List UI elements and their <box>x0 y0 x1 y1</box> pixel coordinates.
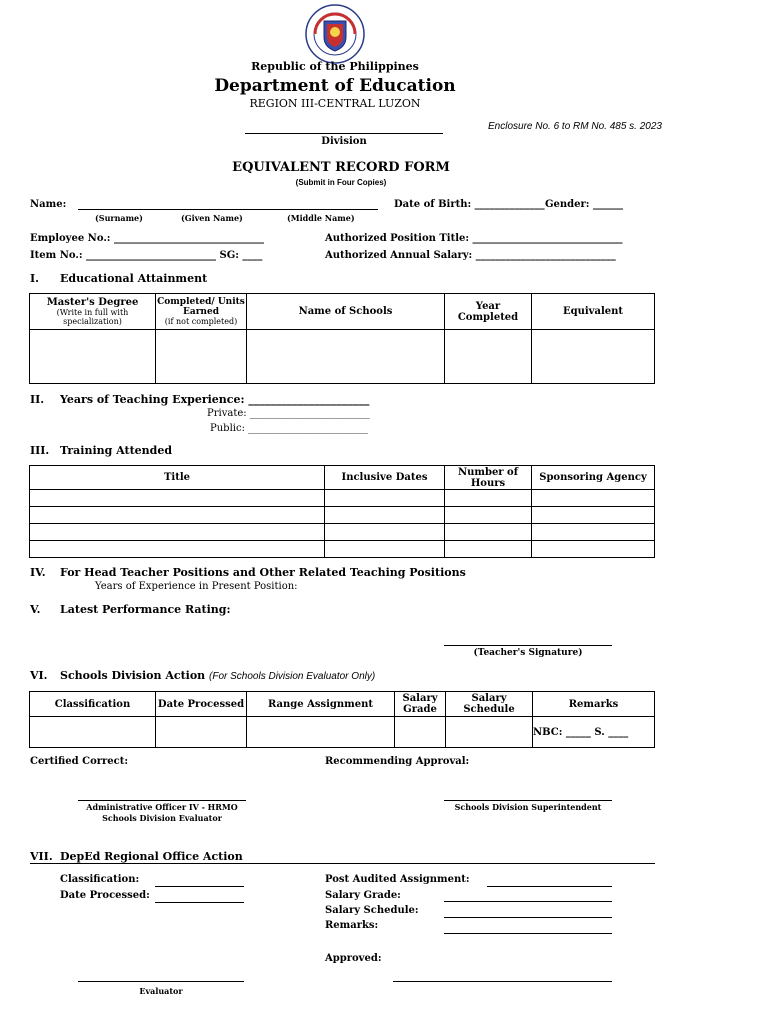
form-title: EQUIVALENT RECORD FORM <box>232 160 450 175</box>
training-cell[interactable] <box>532 541 655 558</box>
date-processed-header: Date Processed <box>156 692 247 717</box>
training-cell[interactable] <box>532 524 655 541</box>
inclusive-dates-header: Inclusive Dates <box>325 466 445 490</box>
republic-text: Republic of the Philippines <box>251 60 419 73</box>
training-cell[interactable] <box>30 541 325 558</box>
ro-classification-line[interactable] <box>155 886 244 887</box>
section-5-heading <box>30 603 231 616</box>
training-row <box>30 541 655 558</box>
number-of-hours-header: Number of Hours <box>445 466 532 490</box>
post-audited-label: Post Audited Assignment: <box>325 874 470 885</box>
section-1-num: I. <box>30 272 39 285</box>
training-cell[interactable] <box>325 524 445 541</box>
training-cell[interactable] <box>325 541 445 558</box>
remarks-header: Remarks <box>533 692 655 717</box>
units-earned-cell[interactable] <box>156 330 247 384</box>
item-no-field[interactable]: Item No.: __________________________ SG: ____ <box>30 250 263 261</box>
equivalent-header: Equivalent <box>532 294 655 330</box>
section-7-title: DepEd Regional Office Action <box>60 850 243 863</box>
evaluator-signature-line[interactable] <box>78 981 244 982</box>
section-7-rule <box>30 863 655 864</box>
range-assignment-cell[interactable] <box>247 717 395 748</box>
masters-degree-header <box>30 294 156 330</box>
training-cell[interactable] <box>30 524 325 541</box>
training-row <box>30 524 655 541</box>
post-audited-line[interactable] <box>487 886 612 887</box>
ro-salary-schedule-label: Salary Schedule: <box>325 905 419 916</box>
classification-cell[interactable] <box>30 717 156 748</box>
approved-label: Approved: <box>325 953 382 964</box>
annual-salary-field[interactable]: Authorized Annual Salary: ____________________________ <box>325 250 616 261</box>
section-3-heading <box>30 444 172 457</box>
enclosure-label: Enclosure No. 6 to RM No. 485 s. 2023 <box>488 121 662 132</box>
training-cell[interactable] <box>445 507 532 524</box>
training-cell[interactable] <box>30 490 325 507</box>
name-line[interactable] <box>78 209 378 210</box>
name-of-schools-header: Name of Schools <box>247 294 445 330</box>
section-6-title: Schools Division Action <box>60 669 206 682</box>
teacher-signature-caption: (Teacher's Signature) <box>473 648 583 658</box>
educational-attainment-table <box>29 293 655 384</box>
training-row <box>30 507 655 524</box>
classification-header: Classification <box>30 692 156 717</box>
dob-field[interactable]: Date of Birth: ______________ <box>394 199 545 210</box>
training-cell[interactable] <box>325 490 445 507</box>
ro-salary-schedule-line[interactable] <box>444 917 612 918</box>
ro-date-processed-label: Date Processed: <box>60 890 150 901</box>
salary-grade-cell[interactable] <box>395 717 446 748</box>
training-cell[interactable] <box>445 524 532 541</box>
range-assignment-header: Range Assignment <box>247 692 395 717</box>
schools-division-action-table <box>29 691 655 748</box>
training-cell[interactable] <box>30 507 325 524</box>
superintendent-title: Schools Division Superintendent <box>454 802 602 812</box>
division-label: Division <box>321 136 367 147</box>
section-5-num: V. <box>30 603 41 616</box>
ro-classification-label: Classification: <box>60 874 140 885</box>
officer-title: Administrative Officer IV - HRMO <box>86 802 238 812</box>
training-cell[interactable] <box>445 541 532 558</box>
section-2-num: II. <box>30 393 45 406</box>
section-7-num: VII. <box>30 850 53 863</box>
training-row <box>30 490 655 507</box>
masters-degree-note: (Write in full with specialization) <box>56 308 129 326</box>
deped-seal <box>305 4 365 64</box>
training-attended-table <box>29 465 655 558</box>
name-of-schools-cell[interactable] <box>247 330 445 384</box>
section-1-title: Educational Attainment <box>60 272 208 285</box>
public-experience-field[interactable]: Public: ________________________ <box>210 423 369 434</box>
approved-signature-line[interactable] <box>393 981 612 982</box>
region-text: REGION III-CENTRAL LUZON <box>249 97 421 110</box>
gender-field[interactable]: Gender: ______ <box>545 199 623 210</box>
salary-schedule-header: Salary Schedule <box>446 692 533 717</box>
officer-signature-line[interactable] <box>78 800 246 801</box>
units-earned-note: (if not completed) <box>164 317 238 326</box>
employee-no-field[interactable]: Employee No.: ______________________________ <box>30 233 264 244</box>
masters-degree-cell[interactable] <box>30 330 156 384</box>
units-earned-label: Completed/ Units Earned <box>157 297 245 317</box>
section-6-num: VI. <box>30 669 48 682</box>
section-1-heading <box>30 272 207 285</box>
evaluator-title: Schools Division Evaluator <box>102 813 222 823</box>
position-title-field[interactable]: Authorized Position Title: ______________________________ <box>325 233 623 244</box>
training-cell[interactable] <box>532 507 655 524</box>
section-4-heading <box>30 566 466 579</box>
ro-salary-grade-label: Salary Grade: <box>325 890 401 901</box>
training-cell[interactable] <box>532 490 655 507</box>
training-cell[interactable] <box>325 507 445 524</box>
sponsoring-agency-header: Sponsoring Agency <box>532 466 655 490</box>
section-3-title: Training Attended <box>60 444 173 457</box>
ro-date-processed-line[interactable] <box>155 902 244 903</box>
certified-correct-label: Certified Correct: <box>30 756 129 767</box>
equivalent-cell[interactable] <box>532 330 655 384</box>
section-3-num: III. <box>30 444 50 457</box>
ro-remarks-line[interactable] <box>444 933 612 934</box>
department-title: Department of Education <box>214 76 456 96</box>
masters-degree-label: Master's Degree <box>46 297 139 308</box>
division-line <box>245 133 443 134</box>
middle-name-caption: (Middle Name) <box>287 213 355 223</box>
years-present-position-label: Years of Experience in Present Position: <box>95 581 298 592</box>
date-processed-cell[interactable] <box>156 717 247 748</box>
units-earned-header <box>156 294 247 330</box>
surname-caption: (Surname) <box>95 213 143 223</box>
enclosure-text <box>488 121 662 132</box>
section-5-title: Latest Performance Rating: <box>60 603 231 616</box>
name-label: Name: <box>30 199 67 210</box>
teacher-signature-line[interactable] <box>444 645 612 646</box>
form-subtitle: (Submit in Four Copies) <box>295 178 387 187</box>
training-title-header: Title <box>30 466 325 490</box>
section-7-heading <box>30 850 243 863</box>
year-completed-header: Year Completed <box>445 294 532 330</box>
section-6-heading <box>30 669 375 682</box>
section-4-title: For Head Teacher Positions and Other Related Teaching Positions <box>60 566 466 579</box>
section-2-heading <box>30 393 369 406</box>
section-2-title[interactable]: Years of Teaching Experience: ______________________ <box>60 393 370 406</box>
training-cell[interactable] <box>445 490 532 507</box>
ro-salary-grade-line[interactable] <box>444 901 612 902</box>
ro-remarks-label: Remarks: <box>325 920 379 931</box>
salary-schedule-cell[interactable] <box>446 717 533 748</box>
seal-icon <box>305 4 365 64</box>
salary-grade-header: Salary Grade <box>395 692 446 717</box>
superintendent-signature-line[interactable] <box>444 800 612 801</box>
section-4-num: IV. <box>30 566 46 579</box>
private-experience-field[interactable]: Private: ________________________ <box>207 408 370 419</box>
year-completed-cell[interactable] <box>445 330 532 384</box>
evaluator-caption: Evaluator <box>139 986 183 996</box>
recommending-approval-label: Recommending Approval: <box>325 756 470 767</box>
given-name-caption: (Given Name) <box>181 213 243 223</box>
remarks-nbc-cell[interactable]: NBC: _____ S. ____ <box>533 717 655 748</box>
section-6-note: (For Schools Division Evaluator Only) <box>209 671 376 682</box>
